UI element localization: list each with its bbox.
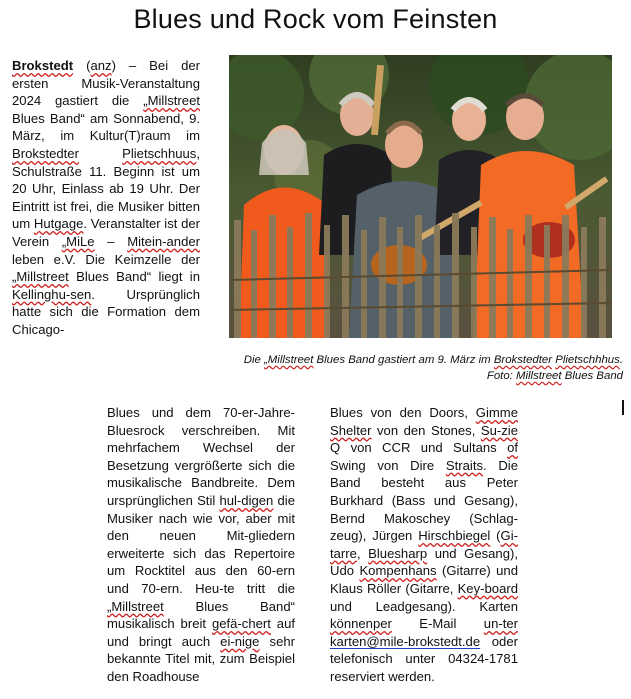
band-photo-illustration [229, 55, 612, 338]
article-headline: Blues und Rock vom Feinsten [133, 4, 498, 34]
article-column-1 [12, 57, 200, 339]
dateline-place: Brokstedt [12, 58, 74, 73]
article-text-col3: Blues von den Doors, Gimme Shelter von den Stones, Su-zie Q von CCR und Sultans of Swing von Dire Straits. Die Band besteht aus Peter Burkhard (Bass und Gesang), Bernd Makoschey (Schlag-zeug), Jürgen Hirschbiegel (Gi-tarre, Bluesharp und Gesang), Udo Kompenhans (Gitarre) und Klaus Röller (Gitarre, Key-board und Leadgesang). Karten könnenper E-Mail un-ter karten@mile-brokstedt.de oder telefonisch unter 04324-1781 reserviert werden. [330, 405, 519, 684]
article-column-2 [107, 404, 295, 686]
caption-line-1: Die „Millstreet Blues Band gastiert am 9. März im Brokstedter Plietschhhus. [243, 354, 623, 366]
article-text-col2: Blues und dem 70-er-Jahre-Bluesrock verschreiben. Mit mehrfachem Wechsel der Besetzung vergrößerte sich die musikalische Bandbreite. Dem ursprünglichen Stil hul-digen die Musiker nach wie vor, aber mit den neuen Mit-gliedern erweiterte sich das Repertoire um Rocktitel aus den 60-ern und 70-ern. Heu-te tritt die „Millstreet Blues Band“ musikalisch breit gefä-chert auf und bringt auch ei-nige sehr bekannte Titel mit, zum Beispiel den Roadhouse [107, 405, 296, 684]
text-cursor [622, 400, 624, 415]
dateline-agency: anz [90, 58, 112, 73]
caption-photo-credit: Foto: Millstreet Blues Band [486, 370, 623, 382]
band-photo [229, 55, 612, 338]
article-text-col1: Brokstedt (anz) – Bei der ersten Musik-Veranstaltung 2024 gastiert die „Millstreet Blues Band“ am Sonnabend, 9. März, im Kultur(T)raum im Brokstedter Plietschhuus, Schulstraße 11. Beginn ist um 20 Uhr, Einlass ab 19 Uhr. Der Eintritt ist frei, die Musiker bitten um Hutgage. Veranstalter ist der Verein „MiLe – Mitein-ander leben e.V. Die Keimzelle der „Millstreet Blues Band“ liegt in Kellinghu-sen. Ursprünglich hatte sich die Formation dem Chicago- [12, 58, 201, 337]
photo-caption [203, 352, 623, 384]
article-column-3 [330, 404, 518, 686]
